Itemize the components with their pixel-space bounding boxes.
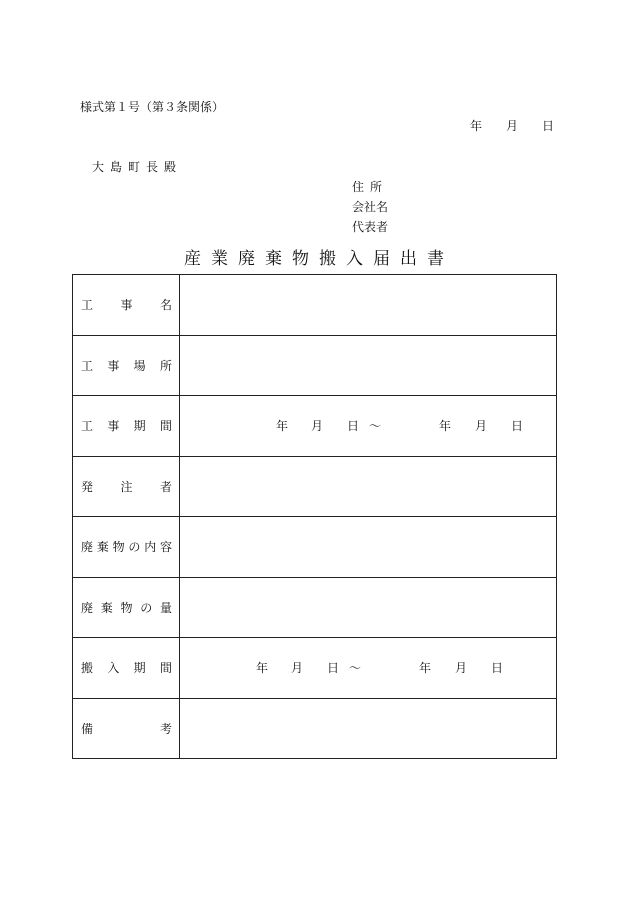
row-label-cell <box>73 638 180 699</box>
form-number: 様式第１号（第３条関係） <box>80 100 225 114</box>
label-char: 期 <box>133 661 146 676</box>
period-range <box>180 419 556 433</box>
label-char: 所 <box>159 358 172 373</box>
row-label <box>73 599 179 616</box>
table-row <box>73 638 557 699</box>
label-char: 物 <box>112 540 125 555</box>
label-char: 入 <box>107 661 120 676</box>
label-char: 搬 <box>81 661 94 676</box>
row-label-cell <box>73 577 180 638</box>
row-value-field[interactable] <box>180 456 557 517</box>
label-char: 備 <box>81 721 94 736</box>
row-value-field[interactable] <box>180 698 557 759</box>
label-char: 者 <box>159 479 172 494</box>
period-end-month-label: 月 <box>475 418 488 433</box>
label-char: 考 <box>159 721 172 736</box>
table-row <box>73 698 557 759</box>
applicant-representative-label: 代表者 <box>352 220 389 234</box>
label-char: 工 <box>81 358 94 373</box>
date-day-label: 日 <box>542 119 555 133</box>
row-label-cell <box>73 698 180 759</box>
period-end-day-label: 日 <box>511 418 524 433</box>
row-value-field[interactable] <box>180 335 557 396</box>
period-end-month-label: 月 <box>455 660 468 675</box>
row-label <box>73 296 179 313</box>
row-label-cell <box>73 456 180 517</box>
label-char: 事 <box>107 419 120 434</box>
label-char: 事 <box>120 298 133 313</box>
period-start-month-label: 月 <box>291 660 304 675</box>
table-row <box>73 517 557 578</box>
label-char: の <box>140 600 153 615</box>
label-char: 注 <box>120 479 133 494</box>
label-char: 棄 <box>96 540 109 555</box>
label-char: 工 <box>81 298 94 313</box>
label-char: 棄 <box>100 600 113 615</box>
row-value-field[interactable] <box>180 638 557 699</box>
period-range <box>180 661 556 675</box>
applicant-address-label: 住所 <box>352 180 389 194</box>
table-row <box>73 456 557 517</box>
row-label-cell <box>73 517 180 578</box>
period-end-year-label: 年 <box>439 418 452 433</box>
applicant-company-label: 会社名 <box>352 200 389 214</box>
period-range-tilde-label: ～ <box>369 418 382 433</box>
label-char: 物 <box>120 600 133 615</box>
row-label <box>73 417 179 434</box>
row-label <box>73 478 179 495</box>
label-char: 内 <box>144 540 157 555</box>
label-char: 場 <box>133 358 146 373</box>
label-char: 発 <box>81 479 94 494</box>
label-char: 廃 <box>81 540 94 555</box>
row-value-field[interactable] <box>180 517 557 578</box>
row-label <box>73 357 179 374</box>
label-char: 容 <box>159 540 172 555</box>
row-label <box>73 659 179 676</box>
label-char: 工 <box>81 419 94 434</box>
row-value-field[interactable] <box>180 275 557 336</box>
period-start-year-label: 年 <box>276 418 289 433</box>
row-value-field[interactable] <box>180 396 557 457</box>
label-char: 事 <box>107 358 120 373</box>
period-start-month-label: 月 <box>311 418 324 433</box>
row-value-field[interactable] <box>180 577 557 638</box>
period-start-year-label: 年 <box>256 660 269 675</box>
table-row <box>73 577 557 638</box>
label-char: 期 <box>133 419 146 434</box>
table-row <box>73 396 557 457</box>
form-table <box>72 274 557 759</box>
label-char: 廃 <box>81 600 94 615</box>
period-end-year-label: 年 <box>419 660 432 675</box>
row-label-cell <box>73 275 180 336</box>
label-char: 名 <box>159 298 172 313</box>
table-row <box>73 275 557 336</box>
period-range-tilde-label: ～ <box>349 660 362 675</box>
row-label <box>73 538 179 555</box>
period-end-day-label: 日 <box>491 660 504 675</box>
row-label-cell <box>73 335 180 396</box>
table-row <box>73 335 557 396</box>
recipient: 大島町長殿 <box>92 160 183 174</box>
label-char: の <box>128 540 141 555</box>
form-title: 産業廃棄物搬入届出書 <box>184 249 454 269</box>
date-month-label: 月 <box>506 119 519 133</box>
label-char: 間 <box>159 661 172 676</box>
label-char: 間 <box>159 419 172 434</box>
period-start-day-label: 日 <box>327 660 340 675</box>
date-year-label: 年 <box>470 119 483 133</box>
period-start-day-label: 日 <box>347 418 360 433</box>
label-char: 量 <box>159 600 172 615</box>
row-label <box>73 720 179 737</box>
row-label-cell <box>73 396 180 457</box>
